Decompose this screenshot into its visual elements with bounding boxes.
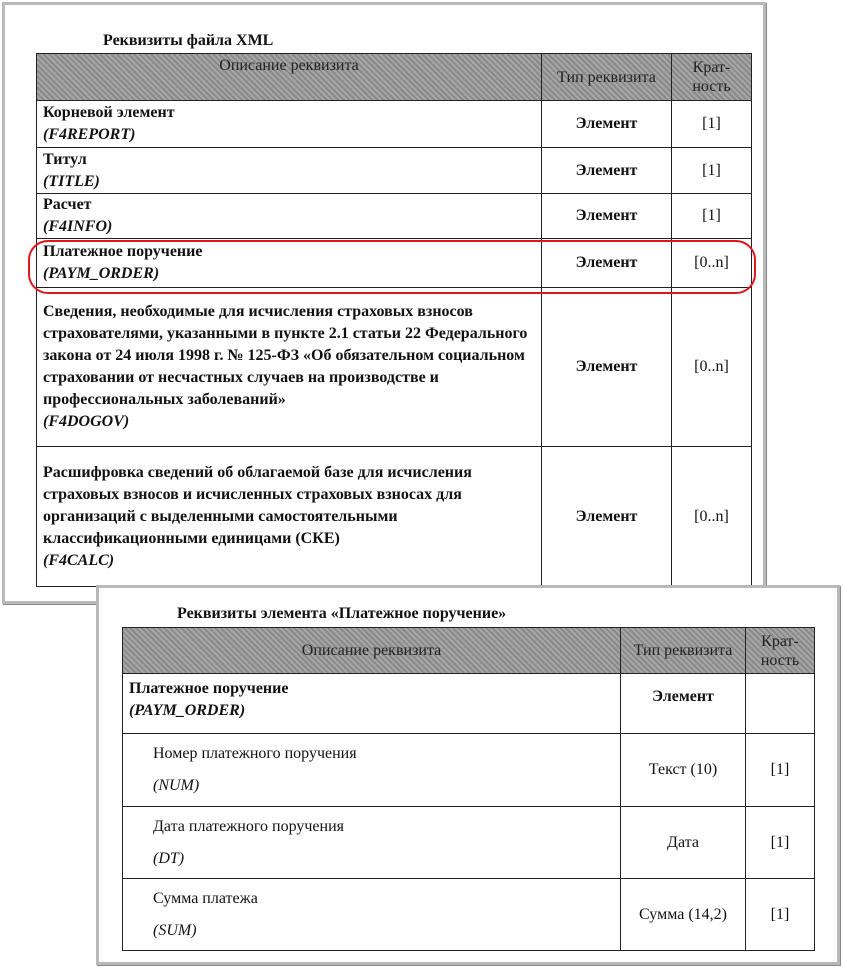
- row-type: Элемент: [542, 101, 672, 148]
- row-type: Дата: [621, 807, 746, 879]
- table-row: [123, 807, 815, 879]
- table-header: [37, 54, 752, 101]
- table-row: [37, 101, 752, 148]
- row-code: (NUM): [153, 777, 200, 794]
- row-name: Дата платежного поручения: [153, 817, 344, 835]
- row-code: (TITLE): [43, 172, 100, 190]
- row-name: Титул: [43, 150, 87, 168]
- table-header: [123, 628, 815, 674]
- row-code: (SUM): [153, 921, 197, 939]
- table-row: [37, 288, 752, 447]
- row-name: Расчет: [43, 196, 92, 213]
- row-multiplicity: [0..n]: [672, 447, 752, 587]
- table-row: [123, 734, 815, 807]
- section-title: Реквизиты файла XML: [103, 32, 274, 49]
- table-row: [37, 194, 752, 239]
- table-row: [123, 879, 815, 951]
- header-description: Описание реквизита: [123, 628, 621, 674]
- payment-order-requisites-panel: [96, 585, 840, 965]
- xml-requisites-table: [36, 53, 752, 587]
- row-type: Элемент: [542, 288, 672, 447]
- row-code: (DT): [153, 849, 185, 867]
- table-row: [37, 447, 752, 587]
- row-type: Сумма (14,2): [621, 879, 746, 951]
- row-multiplicity: [1]: [746, 879, 815, 951]
- row-type: Элемент: [542, 447, 672, 587]
- row-name: Платежное поручение: [129, 680, 289, 697]
- header-multiplicity: Крат-ность: [746, 628, 815, 674]
- row-code: (PAYM_ORDER): [129, 702, 246, 719]
- row-name: Сведения, необходимые для исчисления страховых взносов страхователями, указанными в пункте 2.1 статьи 22 Федерального закона от 24 июля 1998 г. № 125-ФЗ «Об обязательном социальном страховании от несчастных случаев на производстве и профессиональных заболеваний»: [43, 303, 528, 408]
- row-code: (F4CALC): [43, 551, 115, 569]
- row-type: Элемент: [542, 148, 672, 194]
- row-type: Элемент: [542, 239, 672, 288]
- row-code: (F4INFO): [43, 218, 113, 235]
- highlight-ellipse: [28, 240, 756, 294]
- row-multiplicity: [1]: [746, 807, 815, 879]
- row-type: Элемент: [542, 194, 672, 239]
- row-multiplicity: [1]: [746, 734, 815, 807]
- xml-file-requisites-panel: [2, 2, 766, 604]
- row-multiplicity: [1]: [672, 194, 752, 239]
- row-code: (F4DOGOV): [43, 413, 130, 430]
- header-type: Тип реквизита: [621, 628, 746, 674]
- table-row: [123, 674, 815, 734]
- header-type: Тип реквизита: [542, 54, 672, 101]
- row-code: (PAYM_ORDER): [43, 265, 160, 282]
- header-description: Описание реквизита: [37, 54, 542, 101]
- section-title: Реквизиты элемента «Платежное поручение»: [177, 605, 507, 622]
- row-name: Расшифровка сведений об облагаемой базе для исчисления страховых взносов и исчисленных страховых взносах для организаций с выделенными самостоятельными классификационными единицами (СКЕ): [43, 463, 472, 547]
- row-code: (F4REPORT): [43, 126, 136, 143]
- row-name: Корневой элемент: [43, 104, 175, 121]
- row-name: Номер платежного поручения: [153, 745, 357, 762]
- payment-order-table: [122, 627, 815, 951]
- row-name: Сумма платежа: [153, 889, 258, 907]
- row-type: Элемент: [621, 674, 746, 734]
- row-type: Текст (10): [621, 734, 746, 807]
- row-multiplicity: [1]: [672, 101, 752, 148]
- row-multiplicity: [0..n]: [672, 288, 752, 447]
- table-row: [37, 148, 752, 194]
- row-multiplicity: [746, 674, 815, 734]
- row-multiplicity: [1]: [672, 148, 752, 194]
- row-name: Платежное поручение: [43, 243, 203, 260]
- header-multiplicity: Крат-ность: [672, 54, 752, 101]
- row-multiplicity: [0..n]: [672, 239, 752, 288]
